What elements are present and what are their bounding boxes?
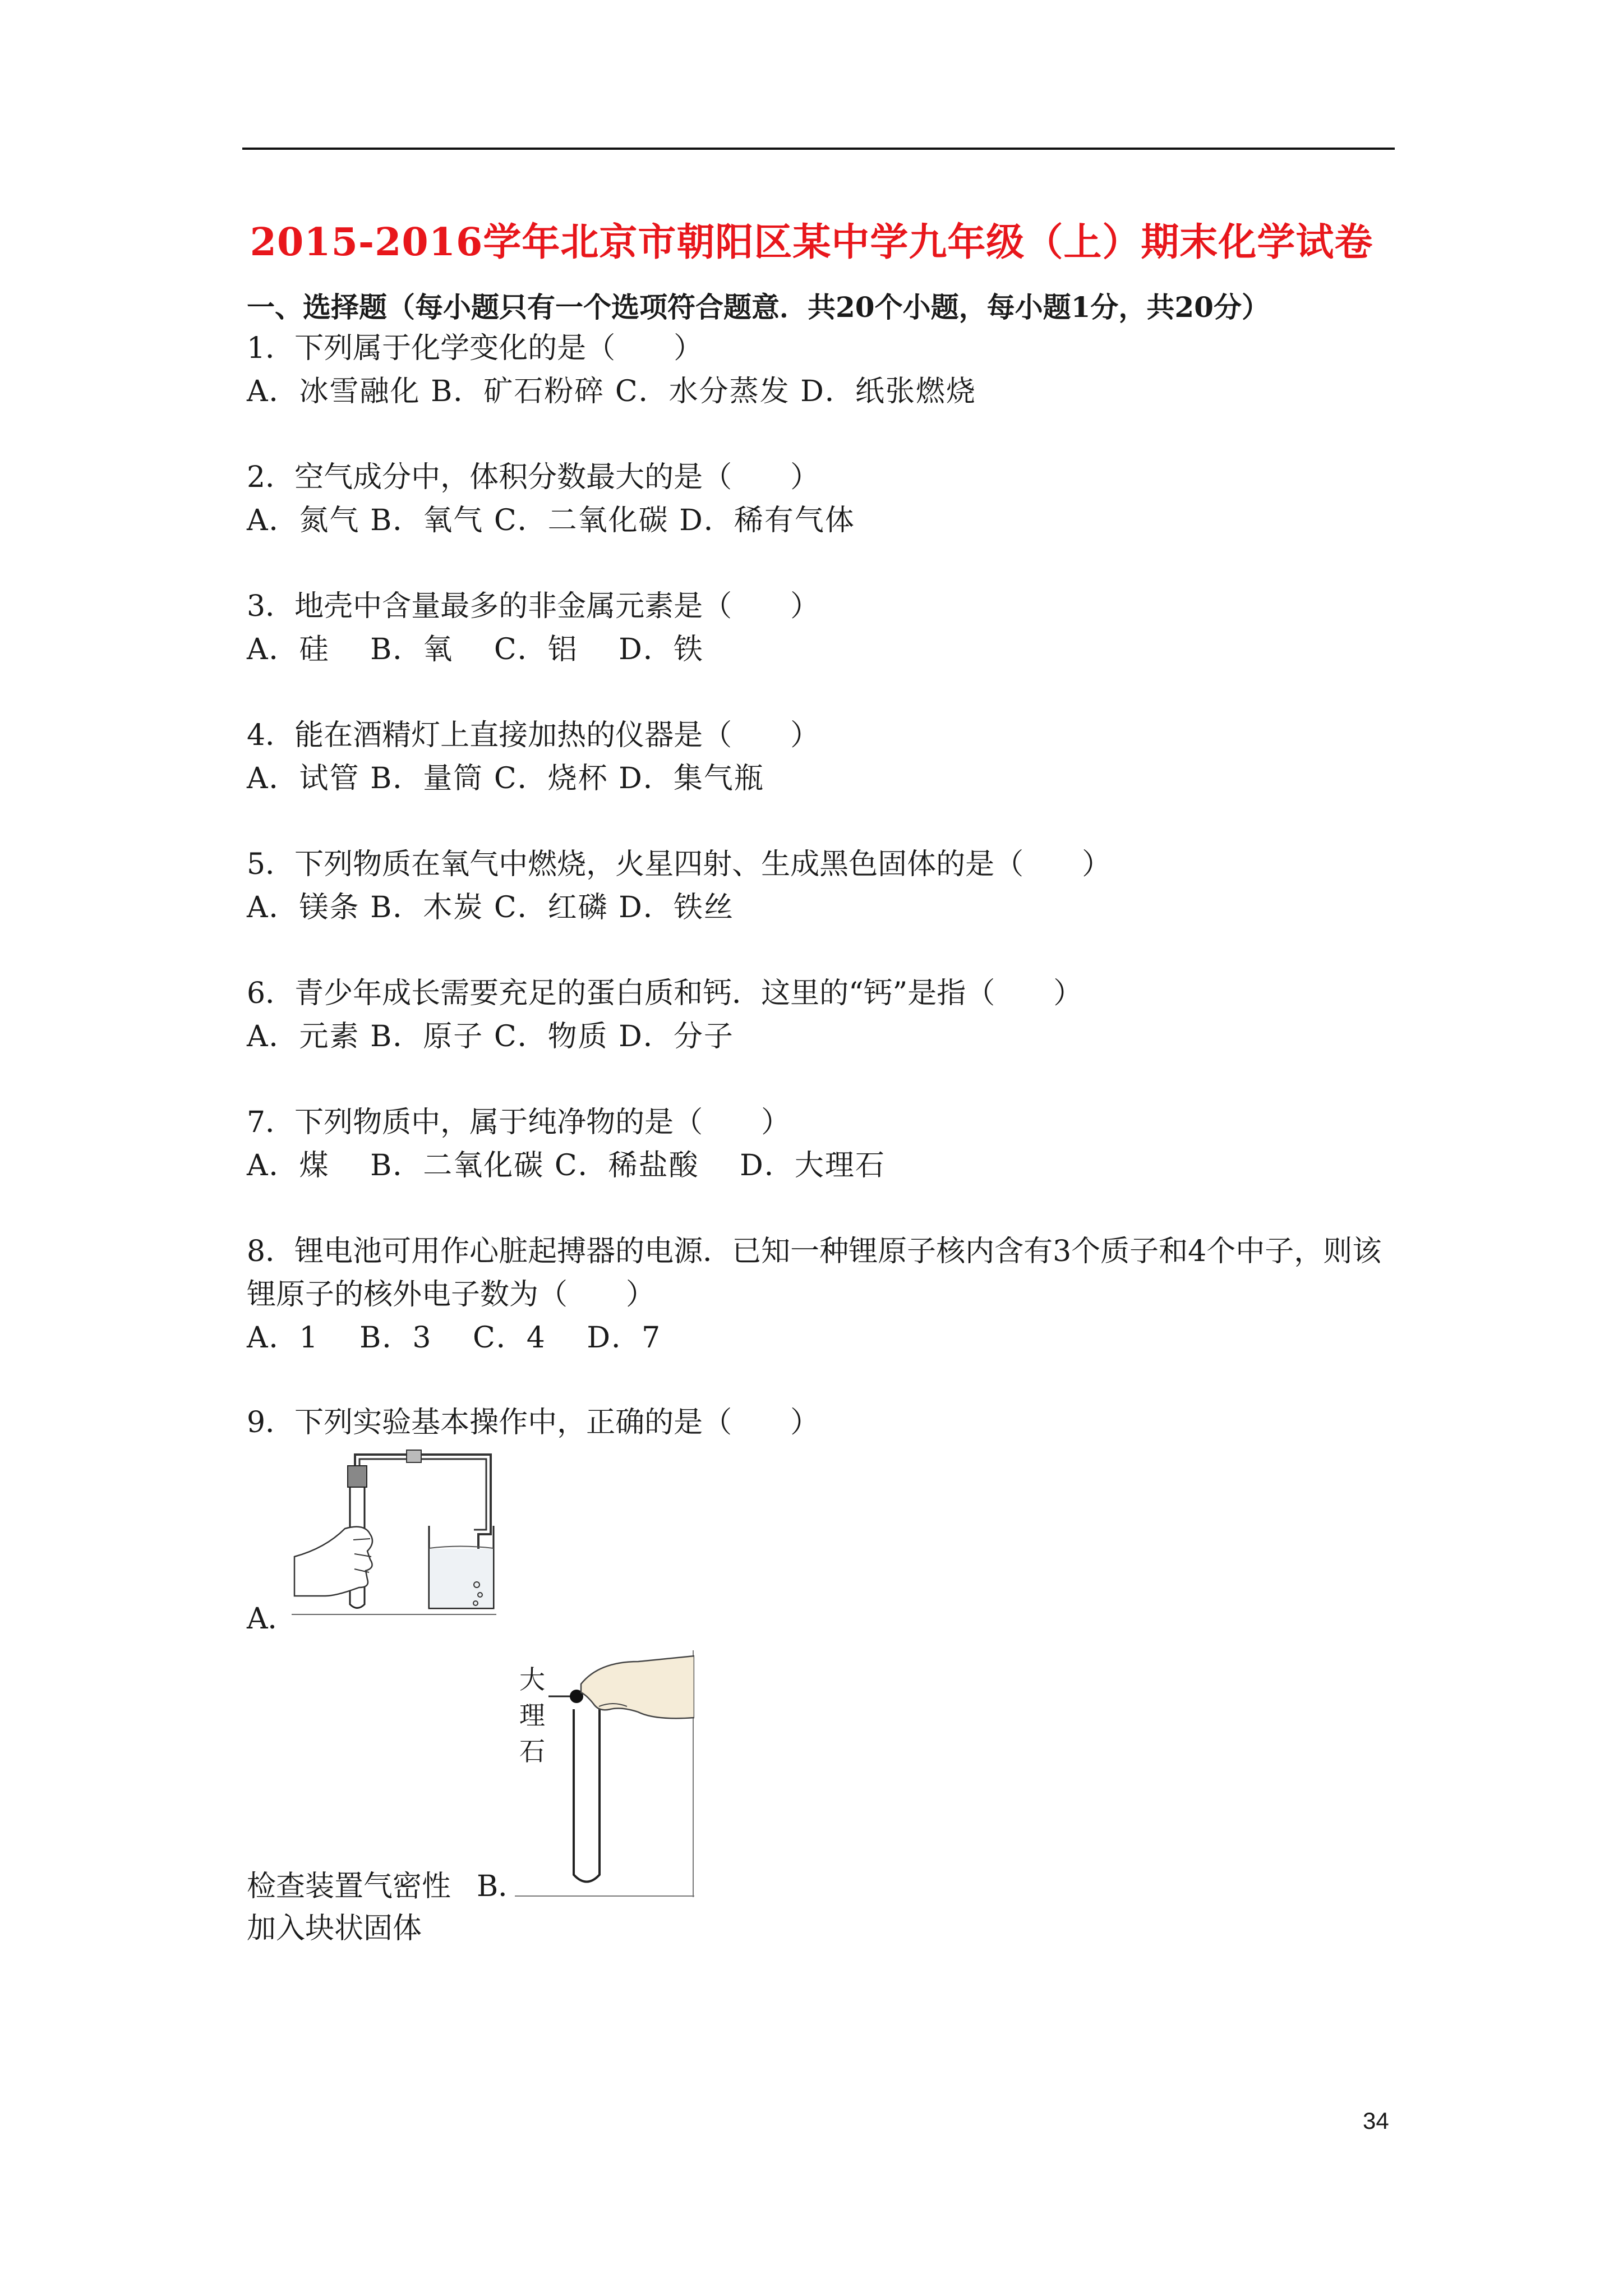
figure-b-char-3: 石: [519, 1736, 545, 1766]
question-8-stem-continued: 锂原子的核外电子数为（ ）: [247, 1278, 656, 1312]
question-1-stem: 1．下列属于化学变化的是（ ）: [247, 332, 703, 365]
figure-a-drawing: [292, 1444, 496, 1616]
section-heading: 一、选择题（每小题只有一个选项符合题意．共20个小题，每小题1分，共20分）: [247, 291, 1270, 324]
figure-b-marble-label: [519, 1662, 545, 1769]
page-number: 34: [1363, 2108, 1389, 2134]
question-4-stem: 4．能在酒精灯上直接加热的仪器是（ ）: [247, 719, 820, 752]
figure-b-caption: 加入块状固体: [247, 1912, 422, 1945]
question-7-stem: 7．下列物质中，属于纯净物的是（ ）: [247, 1106, 791, 1139]
question-6-stem: 6．青少年成长需要充足的蛋白质和钙．这里的“钙”是指（ ）: [247, 977, 1083, 1010]
figure-b-char-1: 大: [519, 1664, 545, 1695]
question-4-options: A．试管 B．量筒 C．烧杯 D．集气瓶: [247, 762, 764, 795]
figure-b-add-solid: [515, 1650, 694, 1897]
question-7-options: A．煤 B．二氧化碳 C．稀盐酸 D．大理石: [247, 1149, 886, 1182]
question-5-stem: 5．下列物质在氧气中燃烧，火星四射、生成黑色固体的是（ ）: [247, 848, 1112, 881]
question-6-options: A．元素 B．原子 C．物质 D．分子: [247, 1020, 734, 1053]
question-2-options: A．氮气 B．氧气 C．二氧化碳 D．稀有气体: [247, 504, 855, 537]
question-2-stem: 2．空气成分中，体积分数最大的是（ ）: [247, 461, 820, 494]
question-9-stem: 9．下列实验基本操作中，正确的是（ ）: [247, 1406, 820, 1439]
figure-a-label: A．: [247, 1602, 297, 1636]
header-rule: [242, 148, 1395, 150]
figure-b-char-2: 理: [519, 1700, 545, 1731]
figure-a-airtightness: [292, 1444, 496, 1616]
question-3-stem: 3．地壳中含量最多的非金属元素是（ ）: [247, 590, 820, 623]
question-3-options: A．硅 B．氧 C．铝 D．铁: [247, 633, 704, 666]
question-8-options: A．1 B．3 C．4 D．7: [247, 1321, 662, 1355]
question-8-stem: 8．锂电池可用作心脏起搏器的电源．已知一种锂原子核内含有3个质子和4个中子，则该: [247, 1235, 1382, 1268]
figure-b-label: B．: [477, 1870, 528, 1903]
question-5-options: A．镁条 B．木炭 C．红磷 D．铁丝: [247, 891, 734, 924]
figure-a-caption: 检查装置气密性: [247, 1870, 451, 1903]
question-1-options: A．冰雪融化 B．矿石粉碎 C．水分蒸发 D．纸张燃烧: [247, 375, 976, 408]
page-title: 2015-2016学年北京市朝阳区某中学九年级（上）期末化学试卷: [250, 220, 1373, 265]
